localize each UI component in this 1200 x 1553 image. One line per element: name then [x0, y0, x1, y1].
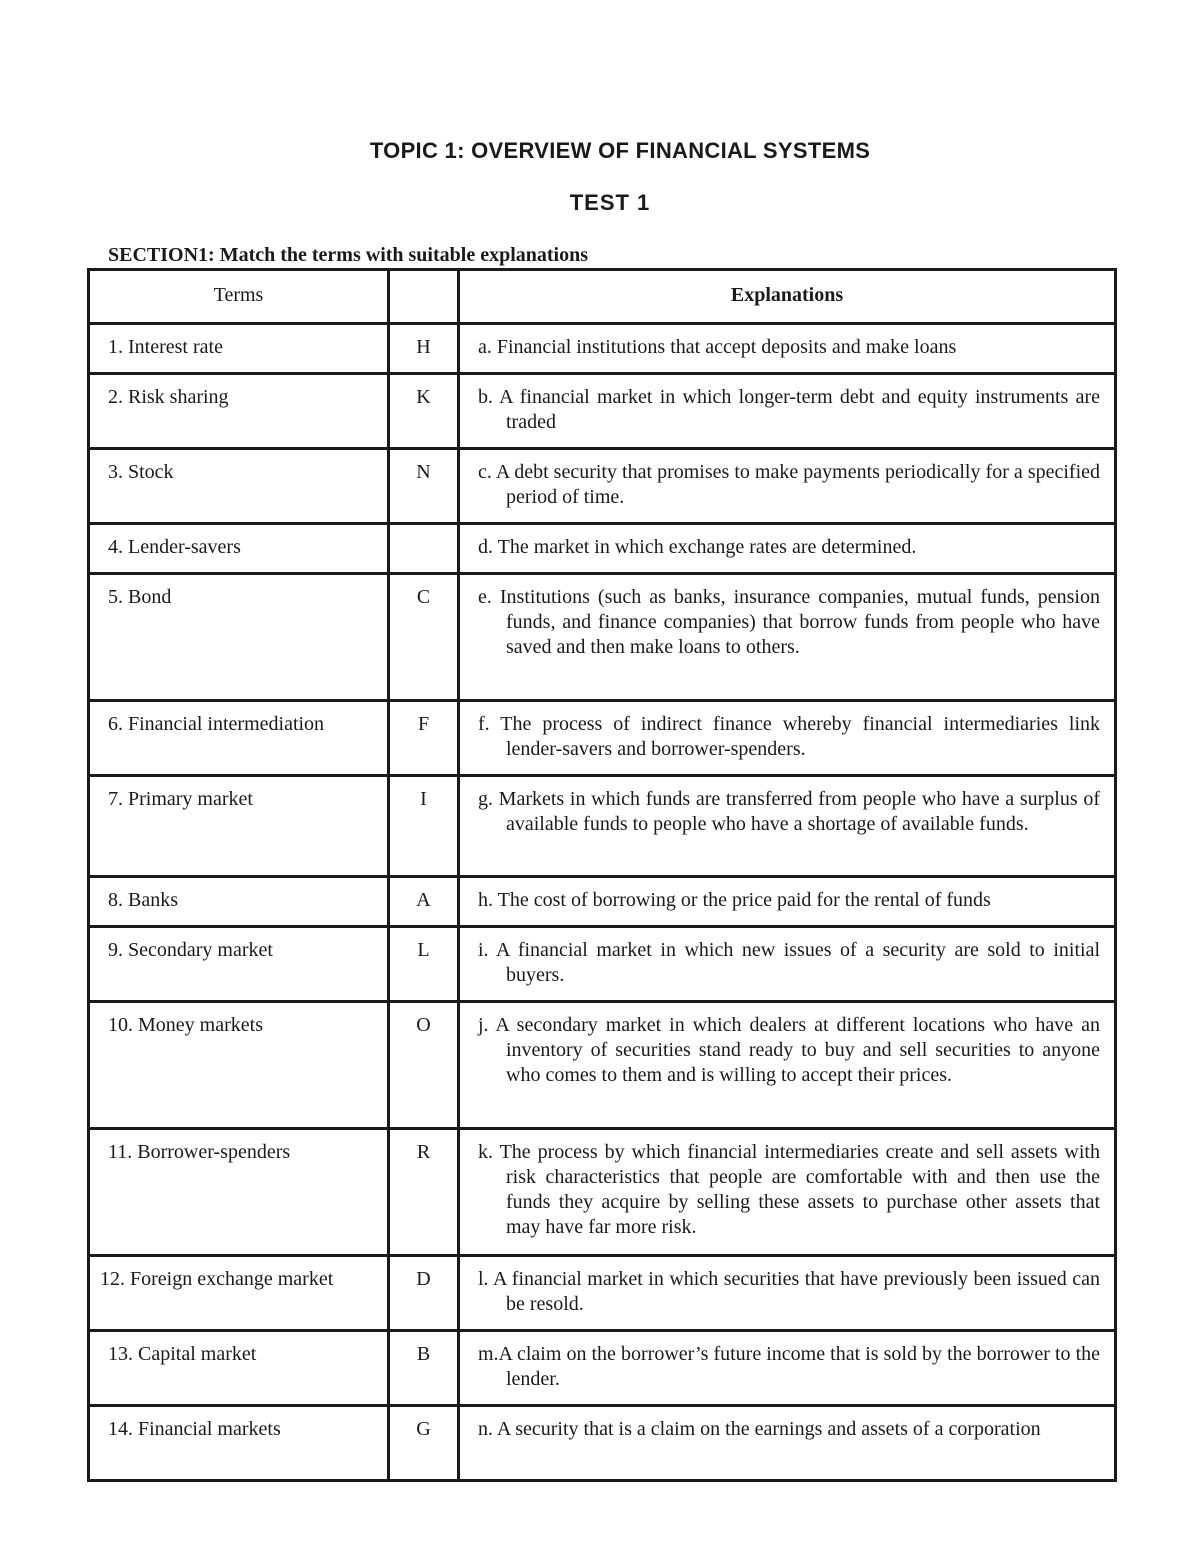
explanation-cell [459, 701, 1116, 776]
test-title: TEST 1 [569, 190, 651, 215]
table-row [89, 927, 1116, 1002]
answer-cell [389, 524, 459, 574]
explanation-cell [459, 927, 1116, 1002]
explanation-cell [459, 574, 1116, 701]
explanation-text: c. A debt security that promises to make payments periodically for a specified period of time. [478, 461, 1100, 508]
table-row [89, 1406, 1116, 1481]
term-cell: 11. Borrower-spenders [89, 1129, 389, 1256]
term-cell: 13. Capital market [89, 1331, 389, 1406]
matching-table [87, 268, 1117, 1482]
table-row [89, 324, 1116, 374]
explanation-text: k. The process by which financial intermediaries create and sell assets with risk characteristics that people are comfortable with and then use the funds they acquire by selling these assets to purchase other assets that may have far more risk. [478, 1141, 1100, 1238]
title-text: TOPIC 1: OVERVIEW OF FINANCIAL SYSTEMS [369, 138, 871, 163]
explanation-text: i. A financial market in which new issues of a security are sold to initial buyers. [478, 939, 1100, 986]
explanation-cell [459, 1406, 1116, 1481]
explanation-text: n. A security that is a claim on the earnings and assets of a corporation [478, 1418, 1041, 1440]
answer-cell: C [389, 574, 459, 701]
header-explanations: Explanations [459, 270, 1116, 324]
explanation-cell [459, 449, 1116, 524]
explanation-text: g. Markets in which funds are transferred from people who have a surplus of available funds to people who have a shortage of available funds. [478, 788, 1100, 835]
table-row [89, 701, 1116, 776]
table-header-row [89, 270, 1116, 324]
term-cell: 7. Primary market [89, 776, 389, 877]
page-title [0, 138, 1200, 164]
term-cell: 9. Secondary market [89, 927, 389, 1002]
explanation-cell [459, 877, 1116, 927]
table-row [89, 1002, 1116, 1129]
answer-cell: B [389, 1331, 459, 1406]
term-cell: 14. Financial markets [89, 1406, 389, 1481]
table-row [89, 1256, 1116, 1331]
answer-cell: H [389, 324, 459, 374]
answer-cell: O [389, 1002, 459, 1129]
table-row [89, 524, 1116, 574]
header-terms: Terms [89, 270, 389, 324]
term-cell: 8. Banks [89, 877, 389, 927]
table-row [89, 776, 1116, 877]
explanation-cell [459, 776, 1116, 877]
term-cell: 3. Stock [89, 449, 389, 524]
table-row [89, 877, 1116, 927]
section-heading: SECTION1: Match the terms with suitable explanations [108, 244, 589, 266]
explanation-cell [459, 1256, 1116, 1331]
term-cell: 10. Money markets [89, 1002, 389, 1129]
answer-cell: G [389, 1406, 459, 1481]
explanation-text: l. A financial market in which securities that have previously been issued can be resold. [478, 1268, 1100, 1315]
answer-cell: A [389, 877, 459, 927]
table-row [89, 374, 1116, 449]
explanation-text: a. Financial institutions that accept deposits and make loans [478, 336, 957, 358]
term-cell: 1. Interest rate [89, 324, 389, 374]
explanation-cell [459, 524, 1116, 574]
explanation-text: e. Institutions (such as banks, insurance companies, mutual funds, pension funds, and finance companies) that borrow funds from people who have saved and then make loans to others. [478, 586, 1100, 658]
explanation-cell [459, 374, 1116, 449]
explanation-text: f. The process of indirect finance whereby financial intermediaries link lender-savers and borrower-spenders. [478, 713, 1100, 760]
term-cell: 6. Financial intermediation [89, 701, 389, 776]
explanation-text: m.A claim on the borrower’s future income that is sold by the borrower to the lender. [478, 1343, 1100, 1390]
answer-cell: F [389, 701, 459, 776]
explanation-cell [459, 1331, 1116, 1406]
table-row [89, 449, 1116, 524]
table-row [89, 1331, 1116, 1406]
answer-cell: K [389, 374, 459, 449]
answer-cell: I [389, 776, 459, 877]
explanation-cell [459, 1002, 1116, 1129]
term-cell: 12. Foreign exchange market [89, 1256, 389, 1331]
answer-cell: L [389, 927, 459, 1002]
term-cell: 4. Lender-savers [89, 524, 389, 574]
explanation-text: d. The market in which exchange rates are determined. [478, 536, 917, 558]
explanation-text: h. The cost of borrowing or the price paid for the rental of funds [478, 889, 991, 911]
term-cell: 2. Risk sharing [89, 374, 389, 449]
header-answer [389, 270, 459, 324]
term-cell: 5. Bond [89, 574, 389, 701]
answer-cell: D [389, 1256, 459, 1331]
explanation-cell [459, 1129, 1116, 1256]
table-row [89, 1129, 1116, 1256]
answer-cell: R [389, 1129, 459, 1256]
table-row [89, 574, 1116, 701]
answer-cell: N [389, 449, 459, 524]
explanation-text: j. A secondary market in which dealers at different locations who have an inventory of securities stand ready to buy and sell securities to anyone who comes to them and is willing to accept their prices. [478, 1014, 1100, 1086]
explanation-cell [459, 324, 1116, 374]
explanation-text: b. A financial market in which longer-term debt and equity instruments are traded [478, 386, 1100, 433]
